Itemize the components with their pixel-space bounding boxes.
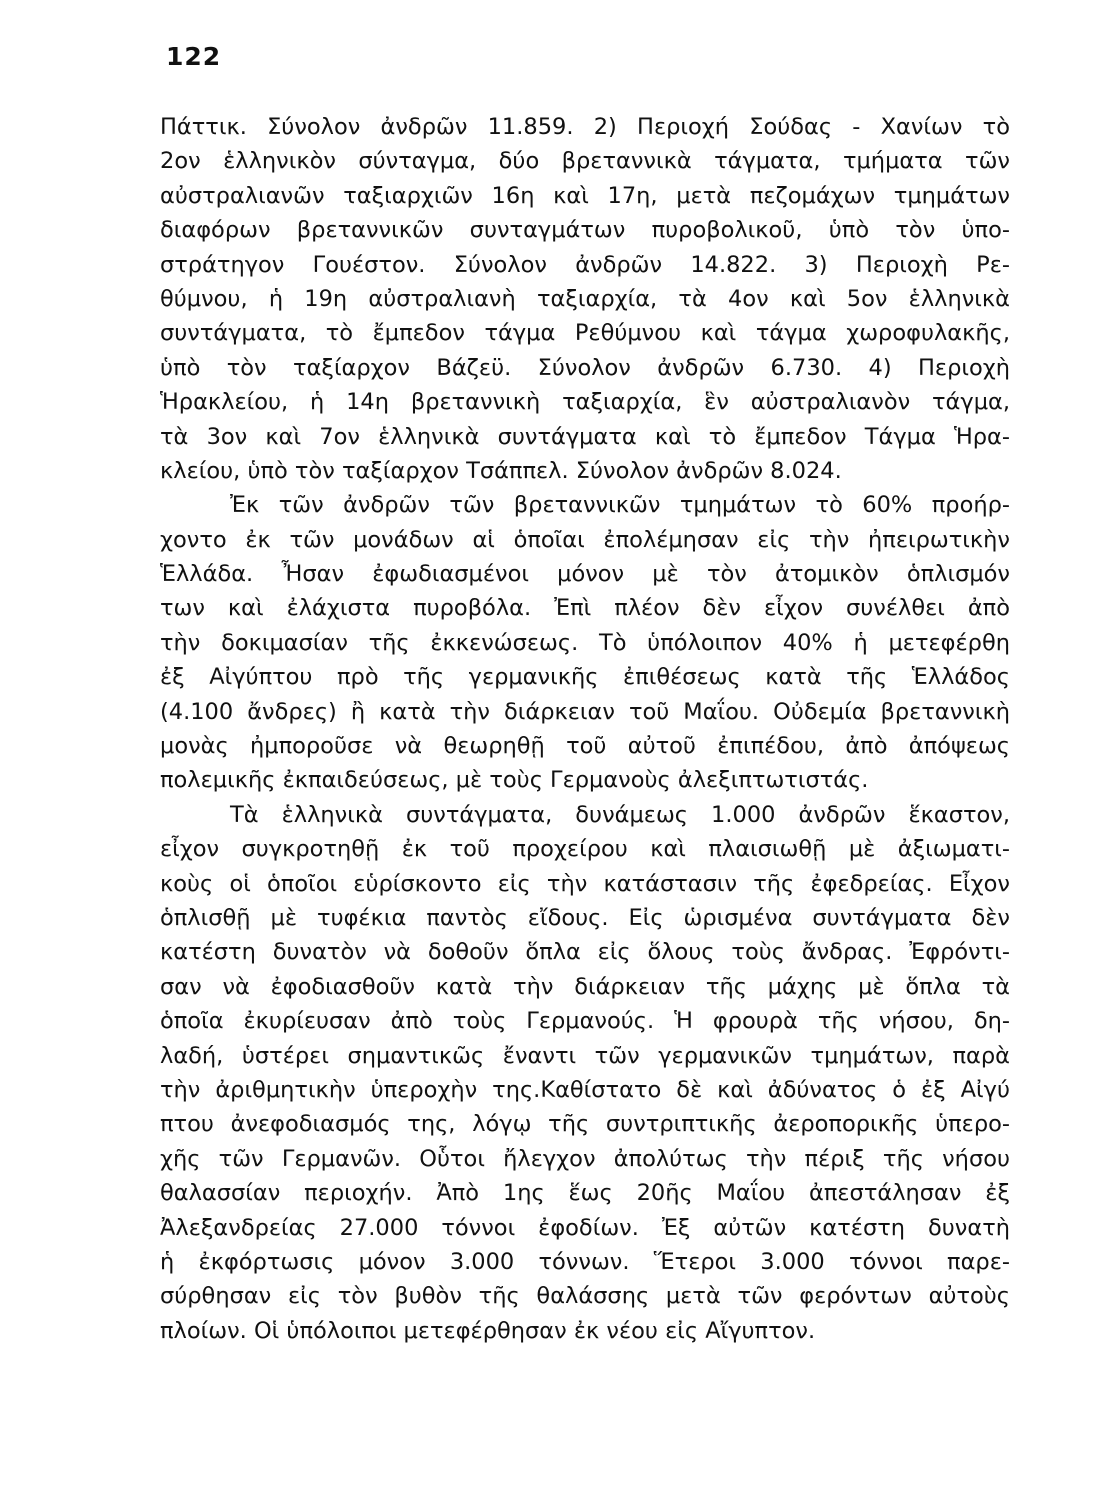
text-line: πλοίων. Οἱ ὑπόλοιποι μετεφέρθησαν ἐκ νέου εἰς Αἴγυπτον. [160,1317,816,1344]
text-line: σύρθησαν εἰς τὸν βυθὸν τῆς θαλάσσης μετὰ τῶν φερόντων αὐτοὺς [160,1283,1010,1310]
text-line: χοντο ἐκ τῶν μονάδων αἱ ὁποῖαι ἐπολέμησαν εἰς τὴν ἠπειρωτικὴν [160,526,1010,553]
text-line: κοὺς οἱ ὁποῖοι εὑρίσκοντο εἰς τὴν κατάστασιν τῆς ἐφεδρείας. Εἶχον [160,870,1010,897]
text-line: Ἡρακλείου, ἡ 14η βρεταννικὴ ταξιαρχία, ἓν αὐστραλιανὸν τάγμα, [160,389,1010,416]
text-line: τὰ 3ον καὶ 7ον ἑλληνικὰ συντάγματα καὶ τὸ ἔμπεδον Τάγμα Ἡρα- [160,423,1010,450]
text-line: 2ον ἑλληνικὸν σύνταγμα, δύο βρεταννικὰ τάγματα, τμήματα τῶν [160,148,1010,175]
text-line: λαδή, ὑστέρει σημαντικῶς ἔναντι τῶν γερμανικῶν τμημάτων, παρὰ [160,1042,1010,1069]
text-line: διαφόρων βρεταννικῶν συνταγμάτων πυροβολικοῦ, ὑπὸ τὸν ὑπο- [160,217,1010,244]
text-line: Ἐκ τῶν ἀνδρῶν τῶν βρεταννικῶν τμημάτων τὸ 60% προήρ- [230,492,1010,519]
text-line: τὴν ἀριθμητικὴν ὑπεροχὴν της.Καθίστατο δὲ καὶ ἀδύνατος ὁ ἐξ Αἰγύ [160,1076,1010,1103]
text-line: κλείου, ὑπὸ τὸν ταξίαρχον Τσάππελ. Σύνολον ἀνδρῶν 8.024. [160,457,842,484]
text-line: Τὰ ἑλληνικὰ συντάγματα, δυνάμεως 1.000 ἀνδρῶν ἕκαστον, [230,801,1010,828]
body-text [160,110,1010,1348]
text-line: Ἑλλάδα. Ἦσαν ἐφωδιασμένοι μόνον μὲ τὸν ἀτομικὸν ὁπλισμόν [160,561,1010,588]
text-line: σαν νὰ ἐφοδιασθοῦν κατὰ τὴν διάρκειαν τῆς μάχης μὲ ὅπλα τὰ [160,973,1010,1000]
text-line: θύμνου, ἡ 19η αὐστραλιανὴ ταξιαρχία, τὰ 4ον καὶ 5ον ἑλληνικὰ [160,285,1010,312]
text-line: ὁποῖα ἐκυρίευσαν ἀπὸ τοὺς Γερμανούς. Ἡ φρουρὰ τῆς νήσου, δη- [160,1008,1010,1035]
text-line: κατέστη δυνατὸν νὰ δοθοῦν ὅπλα εἰς ὅλους τοὺς ἄνδρας. Ἐφρόντι- [160,939,1010,966]
text-line: των καὶ ἐλάχιστα πυροβόλα. Ἐπὶ πλέον δὲν εἶχον συνέλθει ἀπὸ [160,595,1010,622]
text-line: μονὰς ἠμποροῦσε νὰ θεωρηθῇ τοῦ αὐτοῦ ἐπιπέδου, ἀπὸ ἀπόψεως [160,733,1010,760]
text-line: ἐξ Αἰγύπτου πρὸ τῆς γερμανικῆς ἐπιθέσεως κατὰ τῆς Ἑλλάδος [160,664,1010,691]
text-line: Πάττικ. Σύνολον ἀνδρῶν 11.859. 2) Περιοχή Σούδας - Χανίων τὸ [160,114,1010,140]
page-number: 122 [166,42,222,71]
text-line: πολεμικῆς ἐκπαιδεύσεως, μὲ τοὺς Γερμανοὺς ἀλεξιπτωτιστάς. [160,767,869,794]
text-line: τὴν δοκιμασίαν τῆς ἐκκενώσεως. Τὸ ὑπόλοιπον 40% ἡ μετεφέρθη [160,629,1010,656]
text-line: αὐστραλιανῶν ταξιαρχιῶν 16η καὶ 17η, μετὰ πεζομάχων τμημάτων [160,182,1010,209]
text-line: (4.100 ἄνδρες) ἢ κατὰ τὴν διάρκειαν τοῦ Μαΐου. Οὐδεμία βρεταννικὴ [160,698,1010,725]
text-line: πτου ἀνεφοδιασμός της, λόγῳ τῆς συντριπτικῆς ἀεροπορικῆς ὑπερο- [160,1111,1010,1138]
text-line: στράτηγον Γουέστον. Σύνολον ἀνδρῶν 14.822. 3) Περιοχὴ Ρε- [160,251,1010,278]
text-line: εἶχον συγκροτηθῇ ἐκ τοῦ προχείρου καὶ πλαισιωθῇ μὲ ἀξιωματι- [160,836,1010,863]
text-line: θαλασσίαν περιοχήν. Ἀπὸ 1ης ἕως 20ῆς Μαΐου ἀπεστάλησαν ἐξ [160,1180,1010,1207]
text-line: Ἀλεξανδρείας 27.000 τόννοι ἐφοδίων. Ἐξ αὐτῶν κατέστη δυνατὴ [160,1214,1010,1241]
text-line: ἡ ἐκφόρτωσις μόνον 3.000 τόννων. Ἕτεροι 3.000 τόννοι παρε- [160,1248,1010,1275]
text-line: συντάγματα, τὸ ἔμπεδον τάγμα Ρεθύμνου καὶ τάγμα χωροφυλακῆς, [160,320,1010,347]
text-line: χῆς τῶν Γερμανῶν. Οὗτοι ἤλεγχον ἀπολύτως τὴν πέριξ τῆς νήσου [160,1145,1010,1172]
text-line: ὑπὸ τὸν ταξίαρχον Βάζεϋ. Σύνολον ἀνδρῶν 6.730. 4) Περιοχὴ [160,354,1010,381]
text-line: ὁπλισθῇ μὲ τυφέκια παντὸς εἴδους. Εἰς ὡρισμένα συντάγματα δὲν [160,904,1010,931]
